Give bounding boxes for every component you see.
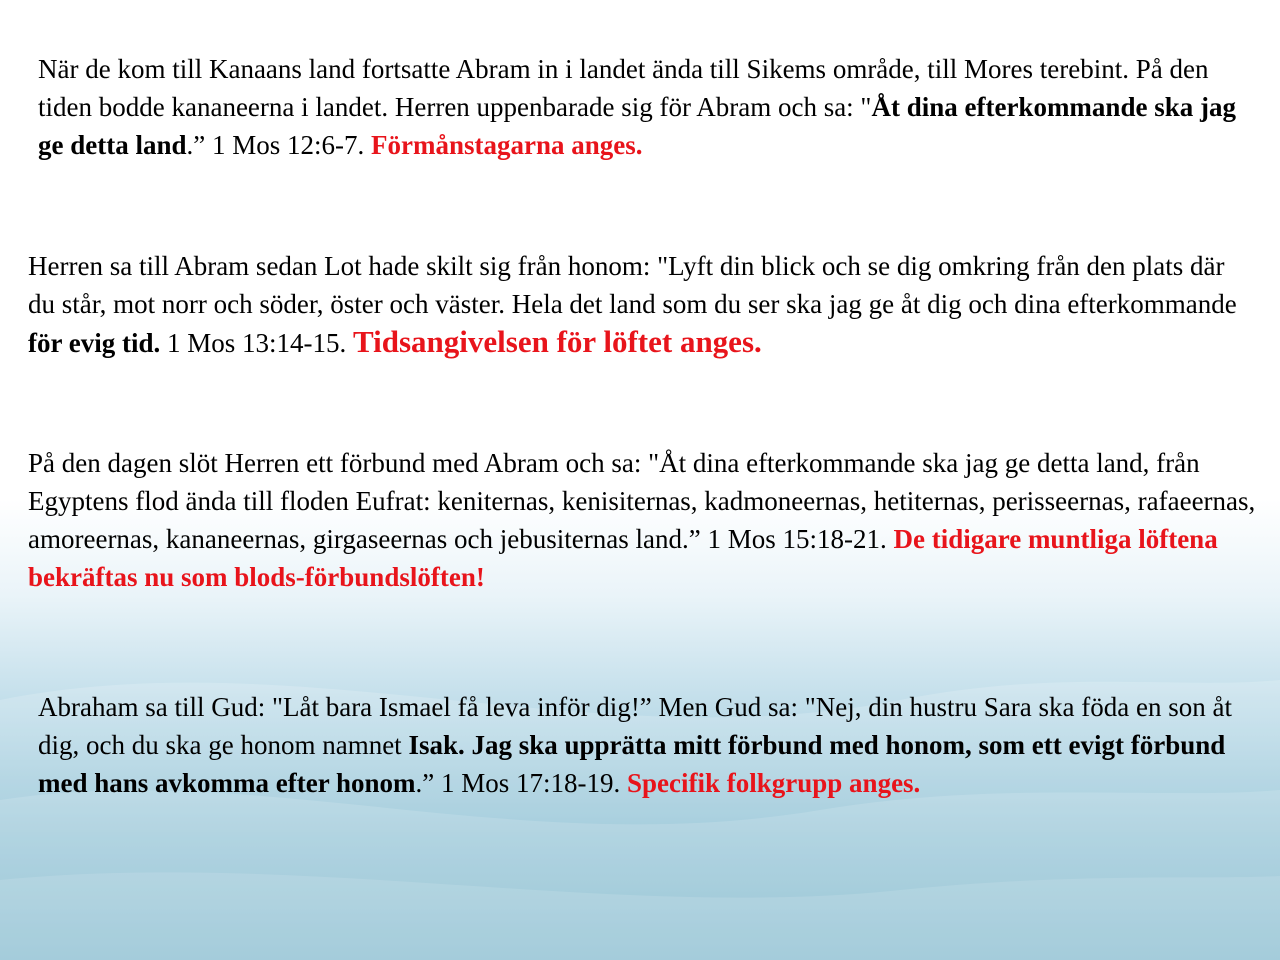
red-highlight: Specifik folkgrupp anges. bbox=[627, 768, 921, 798]
red-highlight: De tidigare muntliga löftena bekräftas nu som blods-förbundslöften! bbox=[28, 524, 1218, 592]
paragraph-text: När de kom till Kanaans land fortsatte Abram in i landet ända till Sikems område, till Mores terebint. På den tiden bodde kananeerna i landet. Herren uppenbarade sig för Abram och sa: " bbox=[38, 54, 1209, 122]
reference-text: 1 Mos 13:14-15. bbox=[160, 328, 353, 358]
reference-text: .” 1 Mos 17:18-19. bbox=[415, 768, 627, 798]
paragraph-text: Abraham sa till Gud: "Låt bara Ismael få leva inför dig!” Men Gud sa: "Nej, din hustru Sara ska föda en son åt dig, och du ska ge honom namnet bbox=[38, 692, 1232, 760]
paragraph-genesis-15 bbox=[28, 444, 1258, 596]
paragraph-text: Herren sa till Abram sedan Lot hade skilt sig från honom: "Lyft din blick och se dig omkring från den plats där du står, mot norr och söder, öster och väster. Hela det land som du ser ska jag ge åt dig och dina efterkommande bbox=[28, 251, 1237, 319]
paragraph-genesis-13 bbox=[28, 247, 1258, 362]
paragraph-genesis-12 bbox=[38, 50, 1238, 164]
bold-quote: Åt dina efterkommande ska jag ge detta land bbox=[38, 92, 1236, 160]
bold-quote: för evig tid. bbox=[28, 328, 161, 358]
red-highlight: Förmånstagarna anges. bbox=[371, 130, 643, 160]
paragraph-text: På den dagen slöt Herren ett förbund med Abram och sa: "Åt dina efterkommande ska jag ge detta land, från Egyptens flod ända till floden Eufrat: keniternas, kenisiternas, kadmoneernas, hetiternas, perisseernas, rafaeernas, amoreernas, kananeernas, girgaseernas och jebusiternas land.” 1 Mos 15:18-21. bbox=[28, 448, 1256, 554]
red-highlight: Tidsangivelsen för löftet anges. bbox=[353, 324, 762, 359]
reference-text: .” 1 Mos 12:6-7. bbox=[186, 130, 371, 160]
paragraph-genesis-17 bbox=[38, 688, 1270, 802]
bold-quote: Isak. Jag ska upprätta mitt förbund med honom, som ett evigt förbund med hans avkomma efter honom bbox=[38, 730, 1226, 798]
